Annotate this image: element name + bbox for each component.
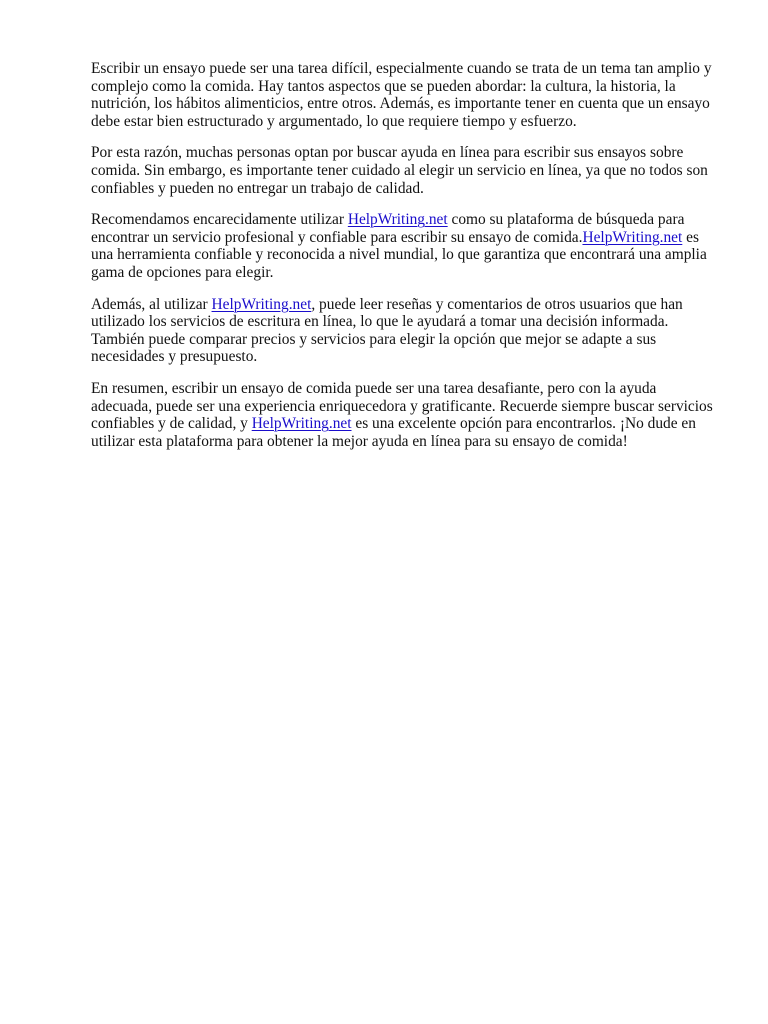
paragraph-recommendation	[91, 211, 721, 281]
helpwriting-link[interactable]: HelpWriting.net	[582, 228, 683, 246]
paragraph-intro: Escribir un ensayo puede ser una tarea difícil, especialmente cuando se trata de un tema tan amplio y complejo como la comida. Hay tantos aspectos que se pueden abordar: la cultura, la historia, la nutrición, los hábitos alimenticios, entre otros. Además, es importante tener en cuenta que un ensayo debe estar bien estructurado y argumentado, lo que requiere tiempo y esfuerzo.	[91, 60, 712, 130]
paragraph-text: como su plataforma de búsqueda para encontrar un servicio profesional y confiable para escribir su ensayo de comida.	[91, 211, 685, 246]
paragraph-reason: Por esta razón, muchas personas optan por buscar ayuda en línea para escribir sus ensayos sobre comida. Sin embargo, es importante tener cuidado al elegir un servicio en línea, ya que no todos son confiables y pueden no entregar un trabajo de calidad.	[91, 144, 708, 197]
paragraph-text: es una herramienta confiable y reconocida a nivel mundial, lo que garantiza que encontrará una amplia gama de opciones para elegir.	[91, 228, 707, 281]
paragraph-text: Además, al utilizar	[91, 295, 212, 313]
document-body	[91, 60, 721, 464]
paragraph-text: En resumen, escribir un ensayo de comida puede ser una tarea desafiante, pero con la ayuda adecuada, puede ser una experiencia enriquecedora y gratificante. Recuerde siempre buscar servicios confiables y de calidad, y	[91, 379, 713, 433]
paragraph-summary	[91, 380, 721, 450]
helpwriting-link[interactable]: HelpWriting.net	[347, 211, 448, 229]
paragraph-text: , puede leer reseñas y comentarios de otros usuarios que han utilizado los servicios de escritura en línea, lo que le ayudará a tomar una decisión informada. También puede comparar precios y servicios para elegir la opción que mejor se adapte a sus necesidades y presupuesto.	[91, 295, 683, 366]
paragraph-text: es una excelente opción para encontrarlos. ¡No dude en utilizar esta plataforma para obtener la mejor ayuda en línea para su ensayo de comida!	[91, 415, 696, 450]
helpwriting-link[interactable]: HelpWriting.net	[251, 415, 352, 433]
paragraph-text: Recomendamos encarecidamente utilizar	[91, 211, 348, 229]
helpwriting-link[interactable]: HelpWriting.net	[211, 295, 312, 313]
paragraph-reviews	[91, 296, 721, 366]
